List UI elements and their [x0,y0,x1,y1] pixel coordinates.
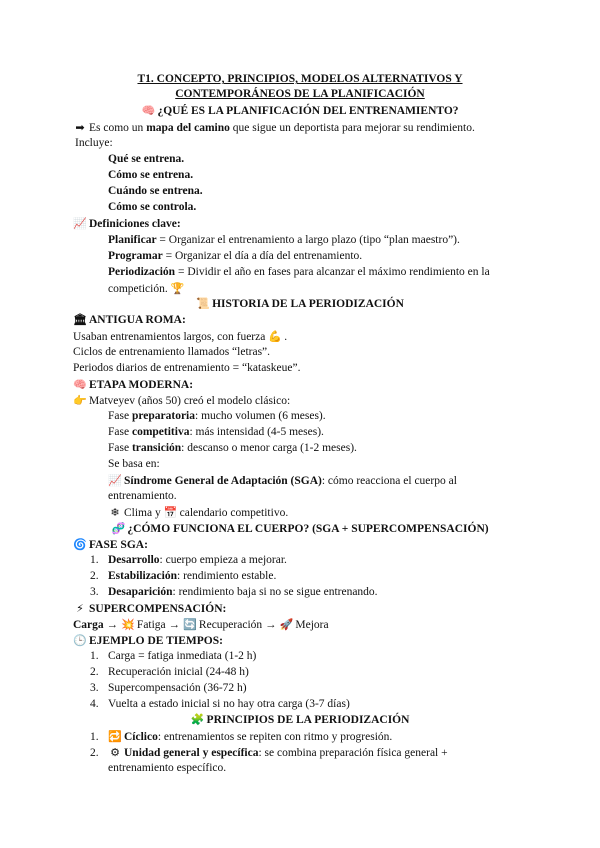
pointing-hand-icon: 👉 [73,394,87,407]
scroll-icon: 📜 [196,297,210,310]
def-periodizacion-cont: competición. 🏆 [108,282,185,295]
gear-icon: ⚙ [110,746,120,759]
list-item: 3. Desaparición: rendimiento baja si no se sigue entrenando. [90,586,378,598]
roma-heading: 🏛 ANTIGUA ROMA: [73,313,186,326]
def-programar: Programar = Organizar el día a día del entrenamiento. [108,250,363,262]
principio-ciclico: 1. 🔁 Cíclico: entrenamientos se repiten con ritmo y progresión. [90,730,393,743]
fase-competitiva: Fase competitiva: más intensidad (4-5 meses). [108,426,324,438]
dna-icon: 🧬 [111,522,126,535]
incluye-label: Incluye: [75,137,113,149]
def-planificar: Planificar = Organizar el entrenamiento a largo plazo (tipo “plan maestro”). [108,234,460,246]
definiciones-heading: 📈 Definiciones clave: [73,217,181,230]
section-heading-principios: 🧩 PRINCIPIOS DE LA PERIODIZACIÓN [190,713,410,726]
repeat-icon: 🔁 [108,730,122,743]
brain-icon: 🧠 [73,378,87,391]
snowflake-icon: ❄ [110,506,120,519]
list-item: 3. Supercompensación (36-72 h) [90,682,247,694]
collision-icon: 💥 [121,618,135,631]
puzzle-piece-icon: 🧩 [190,713,205,726]
brain-icon: 🧠 [141,104,156,117]
incluye-item: Cómo se controla. [108,201,197,213]
section-heading-historia: 📜 HISTORIA DE LA PERIODIZACIÓN [196,297,404,310]
section-heading-cuerpo: 🧬 ¿CÓMO FUNCIONA EL CUERPO? (SGA + SUPERCOMPENSACIÓN) [111,522,489,535]
fase-preparatoria: Fase preparatoria: mucho volumen (6 meses). [108,410,326,422]
list-item: 1. Desarrollo: cuerpo empieza a mejorar. [90,554,287,566]
incluye-item: Qué se entrena. [108,153,185,165]
list-item: 4. Vuelta a estado inicial si no hay otra carga (3-7 días) [90,698,350,710]
moderna-heading: 🧠 ETAPA MODERNA: [73,378,194,391]
title-line-2: CONTEMPORÁNEOS DE LA PLANIFICACIÓN [175,88,425,100]
incluye-item: Cómo se entrena. [108,169,194,181]
sga-line-cont: entrenamiento. [108,490,177,502]
intro-line: ➡ Es como un mapa del camino que sigue un deportista para mejorar su rendimiento. [73,120,475,136]
roma-line-3: Periodos diarios de entrenamiento = “kataskeue”. [73,362,301,374]
refresh-icon: 🔄 [183,618,197,631]
rocket-icon: 🚀 [279,618,294,631]
fase-sga-heading: 🌀 FASE SGA: [73,538,148,551]
chart-up-icon: 📈 [73,217,87,230]
se-basa-en: Se basa en: [108,458,160,470]
supercompensacion-flow: Carga → 💥 Fatiga → 🔄 Recuperación → 🚀 Mejora [73,618,329,631]
section-heading-que-es: 🧠 ¿QUÉ ES LA PLANIFICACIÓN DEL ENTRENAMIENTO? [141,104,459,117]
sga-line: 📈 Síndrome General de Adaptación (SGA): cómo reacciona el cuerpo al [108,474,457,487]
list-item: 2. Estabilización: rendimiento estable. [90,570,277,582]
chart-up-icon: 📈 [108,474,122,487]
list-item: 1. Carga = fatiga inmediata (1-2 h) [90,650,257,662]
right-arrow-icon: ➡ [75,121,85,134]
def-periodizacion: Periodización = Dividir el año en fases para alcanzar el máximo rendimiento en la [108,266,490,278]
clock-icon: 🕒 [73,634,87,647]
roma-line-1: Usaban entrenamientos largos, con fuerza 💪 . [73,330,288,343]
incluye-item: Cuándo se entrena. [108,185,203,197]
list-item: 2. Recuperación inicial (24-48 h) [90,666,249,678]
moderna-line-1: 👉 Matveyev (años 50) creó el modelo clásico: [73,394,291,407]
calendar-icon: 📅 [163,506,178,519]
roma-line-2: Ciclos de entrenamiento llamados “letras”. [73,346,271,358]
lightning-icon: ⚡ [76,602,84,615]
flexed-biceps-icon: 💪 [268,330,283,343]
principio-unidad: 2. ⚙ Unidad general y específica: se combina preparación física general + [90,746,448,759]
trophy-icon: 🏆 [170,282,185,295]
cyclone-icon: 🌀 [73,538,87,551]
tiempos-heading: 🕒 EJEMPLO DE TIEMPOS: [73,634,223,647]
clima-line: ❄ Clima y 📅 calendario competitivo. [108,505,288,521]
fase-transicion: Fase transición: descanso o menor carga (1-2 meses). [108,442,357,454]
principio-unidad-cont: entrenamiento específico. [108,762,227,774]
classical-building-icon: 🏛 [73,313,87,326]
title-line-1: T1. CONCEPTO, PRINCIPIOS, MODELOS ALTERNATIVOS Y [137,73,463,85]
supercompensacion-heading: ⚡ SUPERCOMPENSACIÓN: [73,601,226,617]
